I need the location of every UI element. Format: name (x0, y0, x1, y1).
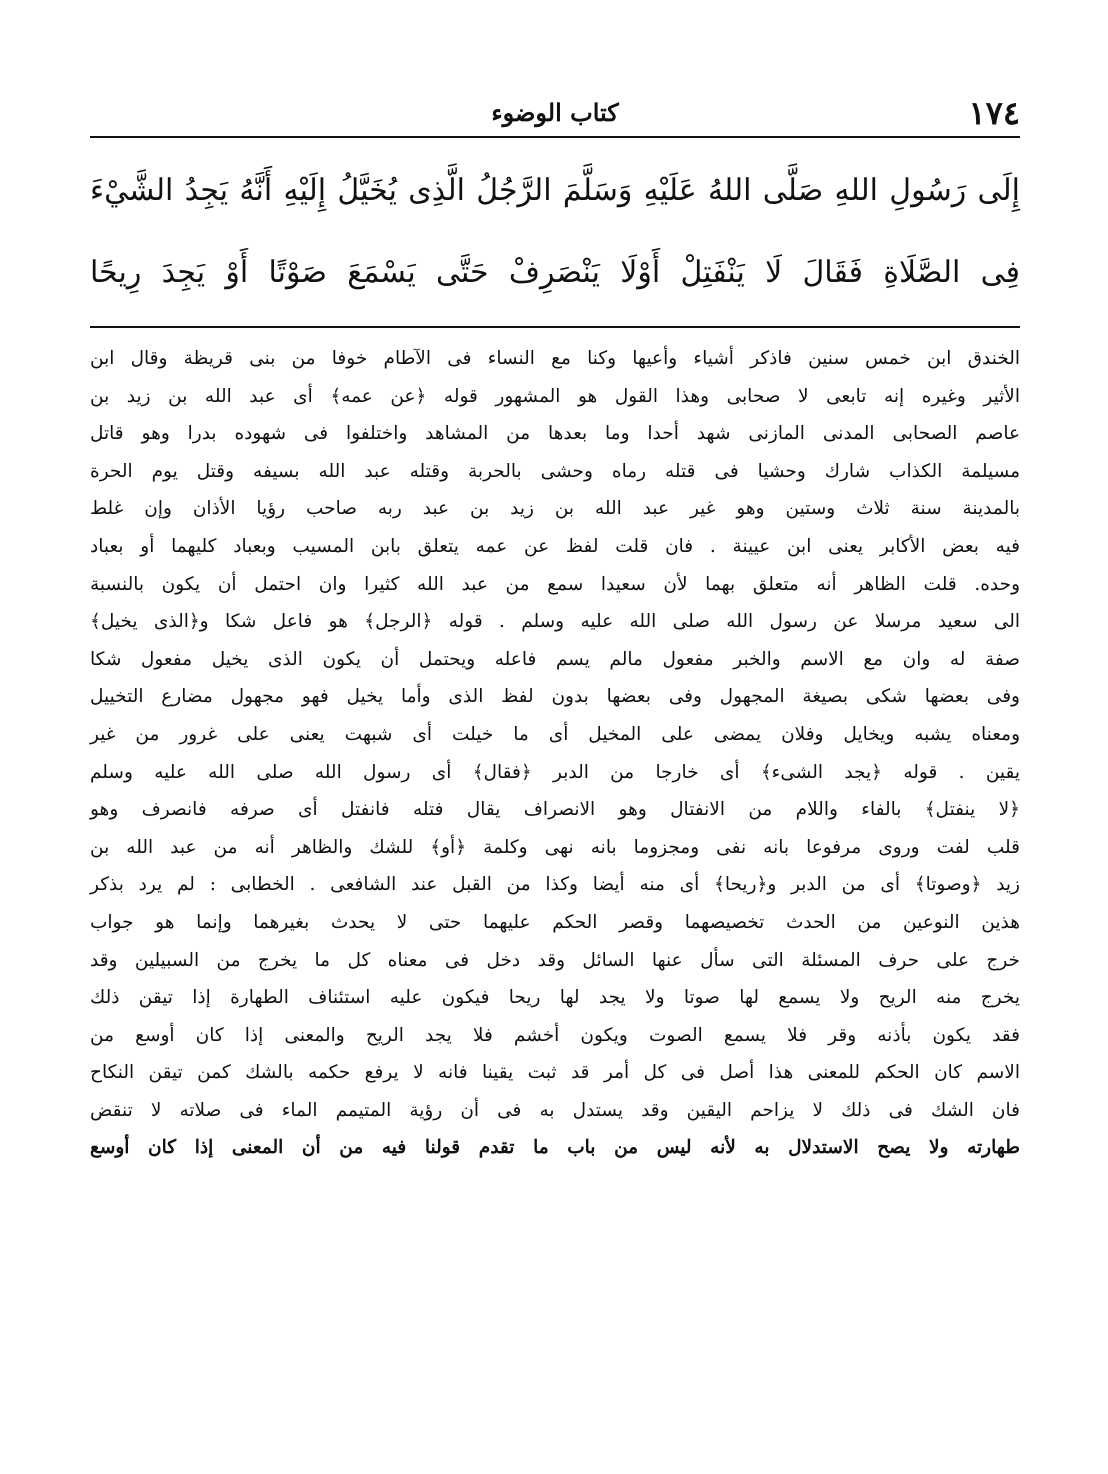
commentary-line: بالمدينة سنة ثلاث وستين وهو غير عبد الله بن زيد بن عبد ربه صاحب رؤيا الأذان وإن غلط (90, 498, 1020, 520)
commentary-line: طهارته ولا يصح الاستدلال به لأنه ليس من باب ما تقدم قولنا فيه من أن المعنى إذا كان أوسع (90, 1137, 1020, 1159)
commentary-line: قلب لفت وروى مرفوعا بانه نفى ومجزوما بانه نهى وكلمة ﴿أو﴾ للشك والظاهر أنه من عبد الله بن (90, 836, 1020, 858)
commentary-line: عاصم الصحابى المدنى المازنى شهد أحدا وما بعدها من المشاهد واختلفوا فى شهوده بدرا وهو قاتل (90, 423, 1020, 445)
page-number: ١٧٤ (968, 94, 1020, 132)
commentary-line: هذين النوعين من الحدث تخصيصهما وقصر الحكم عليهما حتى لا يحدث بغيرهما وإنما هو جواب (90, 911, 1020, 933)
chapter-title: كتاب الوضوء (491, 98, 619, 127)
hadith-line: إِلَى رَسُولِ اللهِ صَلَّى اللهُ عَلَيْهِ وَسَلَّمَ الرَّجُلُ الَّذِى يُخَيَّلُ إِلَيْهِ أَنَّهُ يَجِدُ الشَّيْءَ (90, 173, 1020, 208)
header-divider (90, 136, 1020, 138)
commentary-line: الأثير وغيره إنه تابعى لا صحابى وهذا القول هو المشهور قوله ﴿عن عمه﴾ أى عبد الله بن زيد بن (90, 385, 1020, 407)
commentary-line: الاسم كان الحكم للمعنى هذا أصل فى كل أمر قد ثبت يقينا فانه لا يرفع حكمه بالشك كمن تيقن النكاح (90, 1062, 1020, 1084)
commentary-line: ومعناه يشبه ويخايل وفلان يمضى على المخيل أى ما خيلت أى شبهت يعنى على غرور من غير (90, 723, 1020, 745)
commentary-line: خرج على حرف المسئلة التى سأل عنها السائل وقد دخل فى معناه كل ما يخرج من السبيلين وقد (90, 949, 1020, 971)
commentary-line: فيه بعض الأكابر يعنى ابن عيينة . فان قلت لفظ عن عمه يتعلق بابن المسيب وبعباد كليهما أو بعباد (90, 535, 1020, 557)
page-header (90, 92, 1020, 134)
commentary-line: صفة له وان مع الاسم والخبر مفعول مالم يسم فاعله ويحتمل أن يكون الذى يخيل مفعول شكا (90, 648, 1020, 670)
commentary-divider (90, 326, 1020, 328)
commentary-text (90, 340, 1020, 1167)
hadith-line: فِى الصَّلَاةِ فَقَالَ لَا يَنْفَتِلْ أَوْلَا يَنْصَرِفْ حَتَّى يَسْمَعَ صَوْتًا أَوْ يَجِدَ رِيحًا (90, 255, 1020, 290)
commentary-line: فان الشك فى ذلك لا يزاحم اليقين وقد يستدل به فى أن رؤية المتيمم الماء فى صلاته لا تنقض (90, 1099, 1020, 1121)
commentary-line: ﴿لا ينفتل﴾ بالفاء واللام من الانفتال وهو الانصراف يقال فتله فانفتل أى صرفه فانصرف وهو (90, 799, 1020, 821)
commentary-line: يخرج منه الريح ولا يسمع لها صوتا ولا يجد لها ريحا فيكون عليه استئناف الطهارة إذا تيقن ذلك (90, 987, 1020, 1009)
commentary-line: وفى بعضها شكى بصيغة المجهول وفى بعضها بدون لفظ الذى وأما يخيل فهو مجهول مضارع التخييل (90, 686, 1020, 708)
commentary-line: مسيلمة الكذاب شارك وحشيا فى قتله رماه وحشى بالحربة وقتله عبد الله بسيفه وقتل يوم الحرة (90, 460, 1020, 482)
commentary-line: فقد يكون بأذنه وقر فلا يسمع الصوت ويكون أخشم فلا يجد الريح والمعنى إذا كان أوسع من (90, 1024, 1020, 1046)
commentary-line: يقين . قوله ﴿يجد الشىء﴾ أى خارجا من الدبر ﴿فقال﴾ أى رسول الله صلى الله عليه وسلم (90, 761, 1020, 783)
commentary-line: وحده. قلت الظاهر أنه متعلق بهما لأن سعيدا سمع من عبد الله كثيرا وان احتمل أن يكون بالنسبة (90, 573, 1020, 595)
hadith-text (90, 150, 1020, 314)
commentary-line: زيد ﴿وصوتا﴾ أى من الدبر و﴿ريحا﴾ أى منه أيضا وكذا من القبل عند الشافعى . الخطابى : لم يرد بذكر (90, 874, 1020, 896)
commentary-line: الخندق ابن خمس سنين فاذكر أشياء وأعيها وكنا مع النساء فى الآطام خوفا من بنى قريظة وقال ابن (90, 348, 1020, 369)
commentary-line: الى سعيد مرسلا عن رسول الله صلى الله عليه وسلم . قوله ﴿الرجل﴾ هو فاعل شكا و﴿الذى يخيل﴾ (90, 611, 1020, 633)
